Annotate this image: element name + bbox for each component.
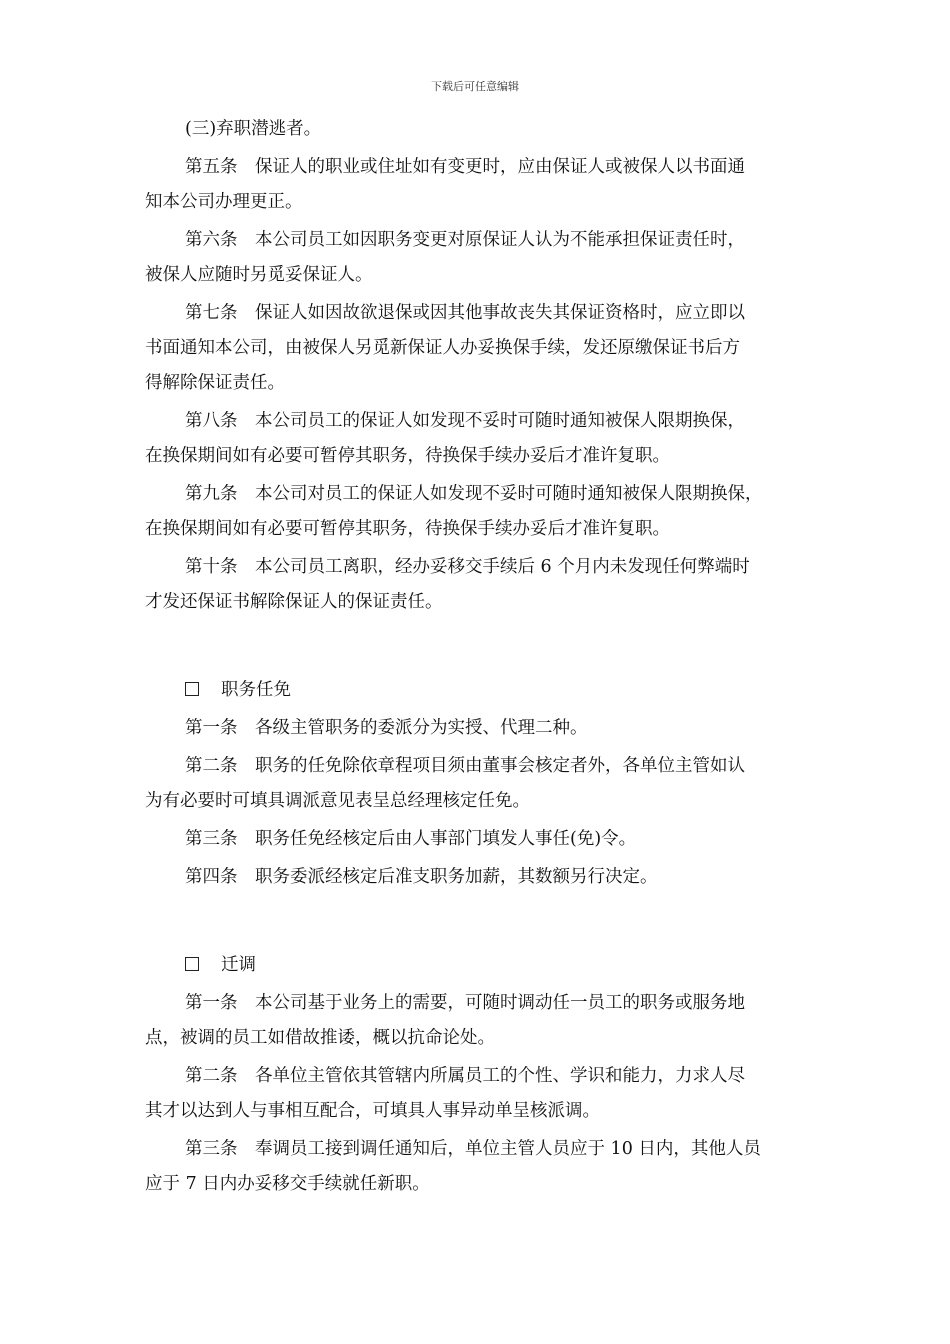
paragraph xyxy=(145,296,810,401)
document-body xyxy=(145,112,810,1205)
paragraph-line: (三)弃职潜逃者。 xyxy=(185,119,322,139)
section-spacer xyxy=(145,898,810,948)
paragraph xyxy=(145,223,810,293)
checkbox-square-icon xyxy=(185,957,199,971)
section-spacer xyxy=(145,623,810,673)
paragraph-line: 点，被调的员工如借故推诿，概以抗命论处。 xyxy=(145,1028,495,1048)
paragraph-line: 其才以达到人与事相互配合，可填具人事异动单呈核派调。 xyxy=(145,1101,600,1121)
paragraph-line: 第八条 本公司员工的保证人如发现不妥时可随时通知被保人限期换保， xyxy=(185,411,745,431)
paragraph-line: 才发还保证书解除保证人的保证责任。 xyxy=(145,592,443,612)
paragraph-line: 第四条 职务委派经核定后准支职务加薪，其数额另行决定。 xyxy=(185,867,658,887)
paragraph xyxy=(145,986,810,1056)
paragraph-line: 第六条 本公司员工如因职务变更对原保证人认为不能承担保证责任时， xyxy=(185,230,745,250)
paragraph xyxy=(145,860,810,895)
paragraph-line: 第七条 保证人如因故欲退保或因其他事故丧失其保证资格时，应立即以 xyxy=(185,303,745,323)
paragraph xyxy=(145,112,810,147)
paragraph-line: 在换保期间如有必要可暂停其职务，待换保手续办妥后才准许复职。 xyxy=(145,519,670,539)
checkbox-square-icon xyxy=(185,682,199,696)
paragraph-line: 为有必要时可填具调派意见表呈总经理核定任免。 xyxy=(145,791,530,811)
paragraph-line: 书面通知本公司，由被保人另觅新保证人办妥换保手续，发还原缴保证书后方 xyxy=(145,338,740,358)
paragraph-line: 得解除保证责任。 xyxy=(145,373,285,393)
paragraph-line: 第二条 各单位主管依其管辖内所属员工的个性、学识和能力，力求人尽 xyxy=(185,1066,745,1086)
paragraph-line: 在换保期间如有必要可暂停其职务，待换保手续办妥后才准许复职。 xyxy=(145,446,670,466)
paragraph-line: 第九条 本公司对员工的保证人如发现不妥时可随时通知被保人限期换保， xyxy=(185,484,763,504)
paragraph xyxy=(145,822,810,857)
paragraph-line: 第一条 各级主管职务的委派分为实授、代理二种。 xyxy=(185,718,588,738)
section-heading xyxy=(145,673,810,708)
paragraph xyxy=(145,550,810,620)
section-heading xyxy=(145,948,810,983)
page-header-note: 下载后可任意编辑 xyxy=(431,80,519,93)
section-title: 职务任免 xyxy=(221,680,291,700)
paragraph-line: 第五条 保证人的职业或住址如有变更时，应由保证人或被保人以书面通 xyxy=(185,157,745,177)
paragraph xyxy=(145,477,810,547)
paragraph-line: 第三条 奉调员工接到调任通知后，单位主管人员应于 10 日内，其他人员 xyxy=(185,1139,761,1159)
paragraph xyxy=(145,711,810,746)
paragraph-line: 第三条 职务任免经核定后由人事部门填发人事任(免)令。 xyxy=(185,829,637,849)
paragraph-line: 第十条 本公司员工离职，经办妥移交手续后 6 个月内未发现任何弊端时 xyxy=(185,557,750,577)
paragraph xyxy=(145,1132,810,1202)
paragraph xyxy=(145,749,810,819)
paragraph xyxy=(145,150,810,220)
paragraph xyxy=(145,404,810,474)
paragraph-line: 第二条 职务的任免除依章程项目须由董事会核定者外，各单位主管如认 xyxy=(185,756,745,776)
paragraph-line: 知本公司办理更正。 xyxy=(145,192,303,212)
paragraph-line: 被保人应随时另觅妥保证人。 xyxy=(145,265,373,285)
paragraph xyxy=(145,1059,810,1129)
section-title: 迁调 xyxy=(221,955,256,975)
paragraph-line: 第一条 本公司基于业务上的需要，可随时调动任一员工的职务或服务地 xyxy=(185,993,745,1013)
paragraph-line: 应于 7 日内办妥移交手续就任新职。 xyxy=(145,1174,430,1194)
